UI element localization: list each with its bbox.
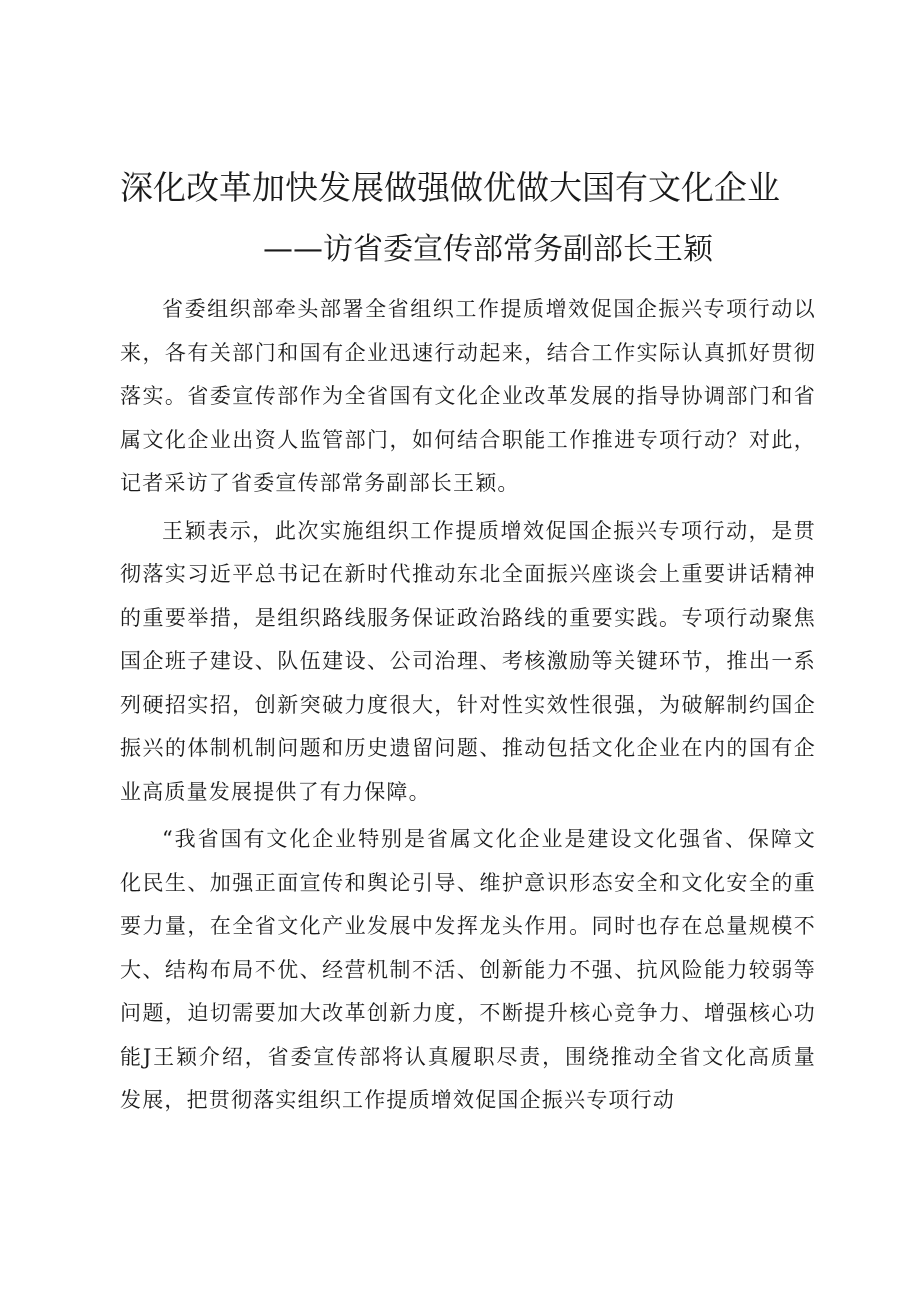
paragraph-1: 省委组织部牵头部署全省组织工作提质增效促国企振兴专项行动以来，各有关部门和国有企业迅速行动起来，结合工作实际认真抓好贯彻落实。省委宣传部作为全省国有文化企业改革发展的指导协调部门和省属文化企业出资人监管部门，如何结合职能工作推进专项行动？对此，记者采访了省委宣传部常务副部长王颖。: [120, 297, 816, 495]
article-title: 深化改革加快发展做强做优做大国有文化企业: [120, 168, 780, 207]
paragraph-3: “我省国有文化企业特别是省属文化企业是建设文化强省、保障文化民生、加强正面宣传和舆论引导、维护意识形态安全和文化安全的重要力量，在全省文化产业发展中发挥龙头作用。同时也存在总量规模不大、结构布局不优、经营机制不活、创新能力不强、抗风险能力较弱等问题，迫切需要加大改革创新力度，不断提升核心竞争力、增强核心功能J王颖介绍，省委宣传部将认真履职尽责，围绕推动全省文化高质量发展，把贯彻落实组织工作提质增效促国企振兴专项行动: [120, 827, 816, 1112]
article-body: [120, 288, 816, 1127]
article-subtitle: ——访省委宣传部常务副部长王颖: [263, 232, 713, 267]
paragraph-2: 王颖表示，此次实施组织工作提质增效促国企振兴专项行动，是贯彻落实习近平总书记在新时代推动东北全面振兴座谈会上重要讲话精神的重要举措，是组织路线服务保证政治路线的重要实践。专项行动聚焦国企班子建设、队伍建设、公司治理、考核激励等关键环节，推出一系列硬招实招，创新突破力度很大，针对性实效性很强，为破解制约国企振兴的体制机制问题和历史遗留问题、推动包括文化企业在内的国有企业高质量发展提供了有力保障。: [120, 518, 816, 804]
